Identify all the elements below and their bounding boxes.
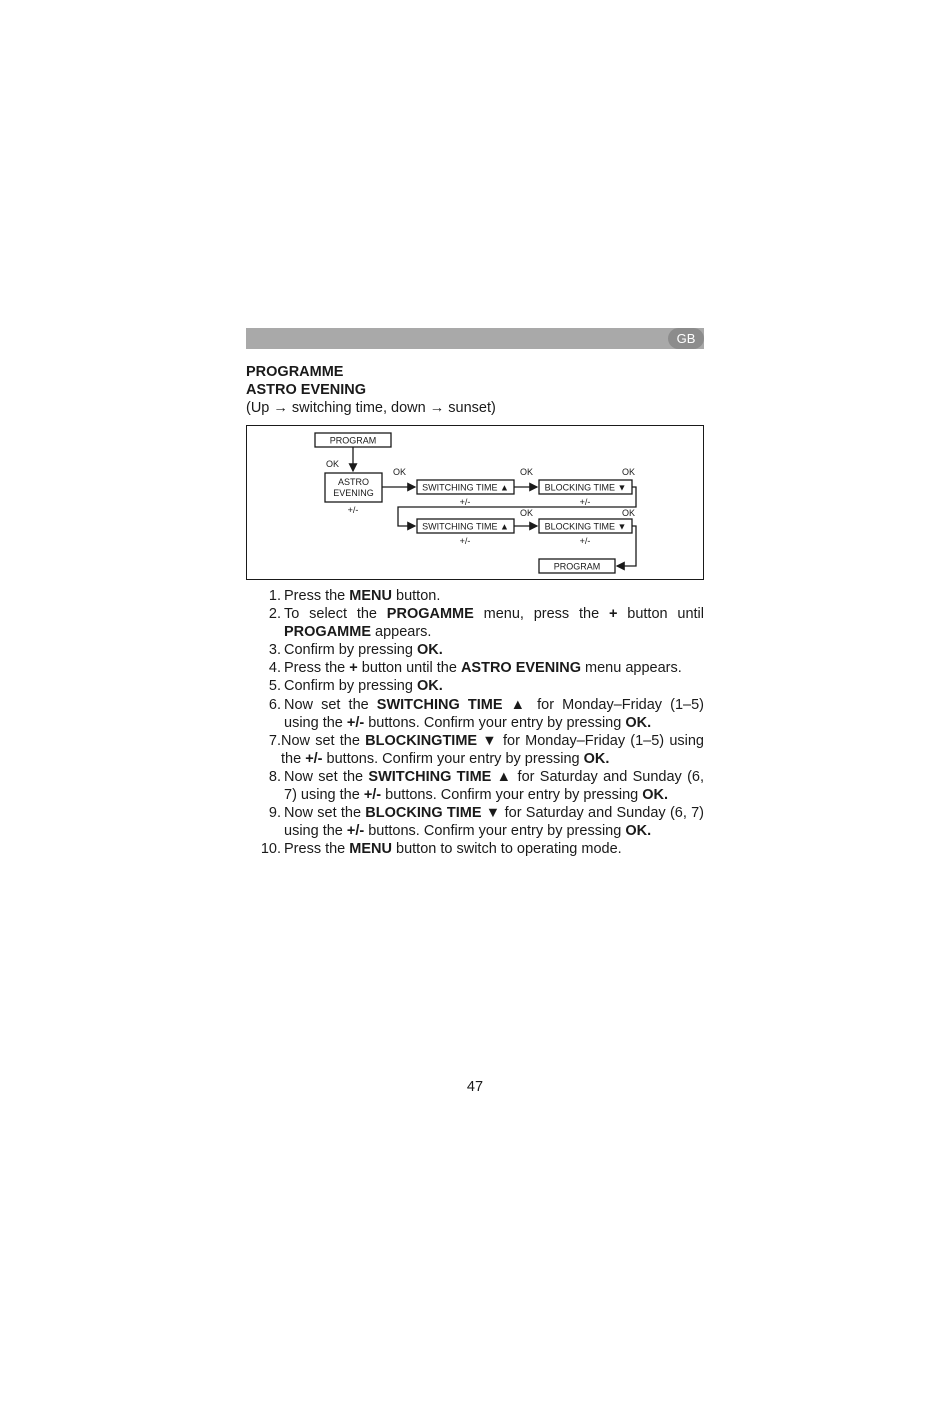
astro-label-line1: ASTRO — [337, 477, 370, 487]
step-text: for Saturday and Sunday (6, 7) using the — [284, 805, 705, 840]
step-text: To select the — [284, 606, 387, 623]
program-bottom-label: PROGRAM — [553, 561, 601, 572]
step-text: Confirm by pressing — [284, 642, 417, 659]
step-keyword: BLOCKINGTIME ▼ — [365, 732, 498, 749]
instruction-step — [246, 677, 704, 695]
step-text: Now set the — [281, 732, 366, 749]
instruction-list — [246, 587, 704, 858]
step-keyword: MENU — [349, 588, 392, 604]
step-keyword: BLOCKING TIME ▼ — [365, 805, 501, 822]
step-number: 10. — [260, 841, 281, 858]
step-number: 4. — [268, 660, 281, 677]
switching-time-label-1: SWITCHING TIME ▲ — [422, 482, 509, 493]
step-text: buttons. Confirm your entry by pressing — [381, 787, 643, 804]
step-keyword: OK. — [416, 678, 443, 695]
step-keyword: MENU — [349, 841, 392, 858]
step-number: 6. — [268, 696, 281, 713]
instruction-step — [246, 659, 704, 677]
step-keyword: OK. — [583, 750, 610, 767]
step-text: button to switch to operating mode. — [391, 841, 622, 858]
step-keyword: SWITCHING TIME ▲ — [376, 696, 530, 713]
plus-minus-label: +/- — [579, 497, 591, 507]
page-number: 47 — [466, 1079, 484, 1095]
step-keyword: OK. — [416, 642, 443, 659]
step-number: 9. — [268, 805, 281, 822]
step-keyword: OK. — [642, 787, 669, 804]
step-text: for Saturday and Sunday (6, 7) using the — [284, 768, 704, 804]
step-number: 2. — [268, 606, 281, 623]
step-keyword: OK. — [625, 823, 652, 840]
step-text: Press the — [284, 588, 350, 604]
step-keyword: +/- — [305, 750, 323, 767]
blocking-time-label-2: BLOCKING TIME ▼ — [544, 521, 627, 532]
step-text: menu appears. — [580, 660, 682, 677]
blocking-time-label-1: BLOCKING TIME ▼ — [544, 482, 627, 493]
step-text: buttons. Confirm your entry by pressing — [364, 714, 626, 731]
plus-minus-label: +/- — [459, 497, 471, 507]
plus-minus-label: +/- — [347, 505, 359, 515]
step-keyword: PROGAMME — [284, 624, 371, 641]
step-text: for Monday–Friday (1–5) using the — [281, 732, 704, 767]
step-text: Press the — [284, 841, 350, 858]
step-keyword: ASTRO EVENING — [460, 660, 581, 677]
ok-label: OK — [520, 508, 534, 518]
step-text: Confirm by pressing — [284, 678, 417, 695]
instruction-step — [246, 840, 704, 858]
ok-label: OK — [622, 508, 636, 518]
step-keyword: + — [608, 606, 618, 623]
step-text: button until the — [357, 660, 461, 677]
instruction-step — [246, 587, 704, 605]
switching-time-label-2: SWITCHING TIME ▲ — [422, 521, 509, 532]
step-number: 5. — [268, 678, 281, 695]
section-subtitle-heading: ASTRO EVENING — [246, 382, 367, 398]
astro-label-line2: EVENING — [333, 488, 374, 498]
step-text: buttons. Confirm your entry by pressing — [364, 823, 626, 840]
step-keyword: +/- — [363, 787, 382, 804]
step-keyword: SWITCHING TIME ▲ — [368, 768, 513, 785]
flow-diagram — [246, 425, 704, 580]
step-number: 8. — [268, 768, 281, 785]
instruction-step — [246, 696, 704, 732]
ok-label: OK — [622, 467, 636, 477]
step-text: button until — [617, 606, 704, 623]
step-number: 1. — [268, 588, 281, 604]
ok-label: OK — [520, 467, 534, 477]
step-keyword: OK. — [625, 714, 652, 731]
step-number: 7. — [268, 732, 281, 749]
step-text: Now set the — [284, 768, 369, 785]
step-text: appears. — [371, 624, 432, 641]
step-text: Press the — [284, 660, 350, 677]
ok-label: OK — [393, 467, 407, 477]
section-title: PROGRAMME — [246, 364, 344, 380]
step-text: Now set the — [284, 696, 377, 713]
instruction-step — [246, 732, 704, 768]
step-text: button. — [391, 588, 441, 604]
plus-minus-label: +/- — [459, 536, 471, 546]
step-text: menu, press the — [473, 606, 609, 623]
instruction-step — [246, 605, 704, 641]
step-keyword: +/- — [346, 823, 365, 840]
ok-label: OK — [326, 459, 340, 469]
instruction-step — [246, 768, 704, 804]
plus-minus-label: +/- — [579, 536, 591, 546]
instruction-step — [246, 804, 704, 840]
step-text: Now set the — [284, 805, 366, 822]
step-text: for Monday–Friday (1–5) using the — [284, 696, 705, 731]
language-badge: GB — [668, 328, 704, 349]
header-bar — [246, 328, 704, 349]
instruction-step — [246, 641, 704, 659]
step-keyword: + — [349, 660, 358, 677]
program-top-label: PROGRAM — [329, 435, 377, 446]
step-keyword: +/- — [346, 714, 365, 731]
flow-diagram-svg — [247, 426, 705, 581]
step-number: 3. — [268, 642, 281, 659]
section-description: (Up → switching time, down → sunset) — [246, 400, 496, 416]
step-keyword: PROGAMME — [386, 606, 474, 623]
step-text: buttons. Confirm your entry by pressing — [322, 750, 584, 767]
